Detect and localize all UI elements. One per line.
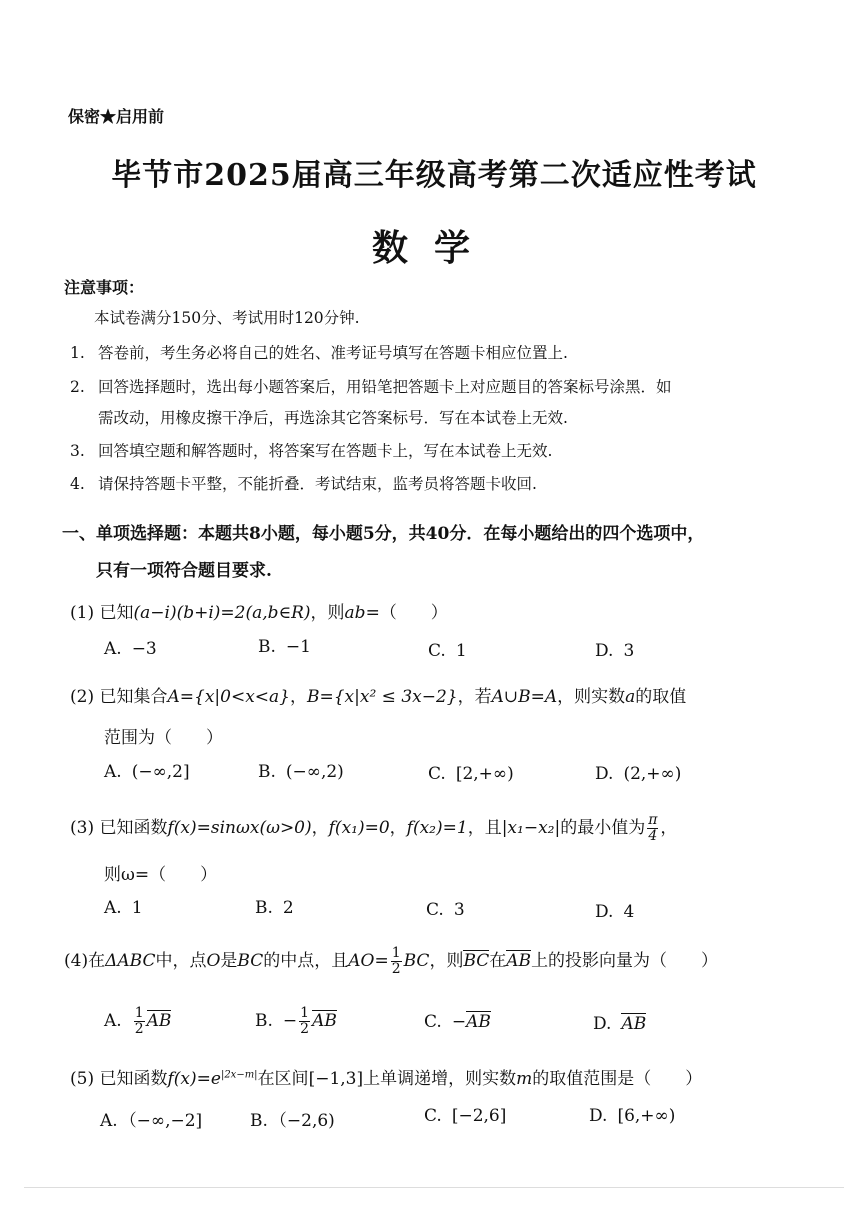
math-expression: f(x₁)=0 (328, 818, 390, 838)
q4-option-c: C. −AB (424, 1012, 491, 1032)
q4-option-a: A. $\frac{1}{2}$ AB (104, 1005, 172, 1037)
question-number: (3) (70, 818, 95, 838)
math-variable: a (625, 687, 636, 707)
fraction: $\frac{1}{2}$ (300, 1005, 310, 1037)
fraction: $\frac{1}{2}$ (391, 945, 401, 977)
section-1-subheading: 只有一项符合题目要求. (96, 561, 272, 581)
question-text: 已知函数 (99, 818, 168, 838)
subject-title: 数学 (371, 227, 496, 269)
question-text: 中，点 (155, 951, 207, 971)
confidential-mark: 保密★启用前 (68, 107, 165, 126)
question-text: 已知函数 (99, 1069, 168, 1089)
q1-option-a: A. −3 (104, 639, 157, 659)
question-number: (4) (64, 951, 89, 971)
question-text: 上的投影向量为（ ） (531, 951, 719, 971)
note-item-4 (70, 472, 537, 494)
math-expression: ΔABC (105, 951, 156, 971)
vector: AB (466, 1012, 491, 1032)
q2-option-d: D. (2,+∞) (595, 764, 682, 784)
question-text: 在区间 (257, 1069, 309, 1089)
math-exponent: |2x−m| (220, 1069, 258, 1081)
vector: AB (146, 1011, 172, 1031)
q3-option-c: C. 3 (426, 900, 465, 920)
math-variable: O (206, 951, 221, 971)
question-text: ，则 (310, 603, 345, 623)
q3-option-d: D. 4 (595, 902, 635, 922)
math-expression: ab= (344, 603, 380, 623)
math-expression: (a−i)(b+i)=2(a,b∈R) (133, 603, 311, 623)
question-5 (70, 1064, 702, 1089)
note-item-1 (70, 341, 568, 363)
vector: BC (463, 951, 490, 971)
question-text: 在 (88, 951, 106, 971)
note-num: 2. (70, 378, 85, 396)
q3-option-b: B. 2 (255, 898, 294, 918)
q5-option-d: D. [6,+∞) (589, 1106, 676, 1126)
math-expression: f(x)=sinωx(ω>0) (167, 818, 312, 838)
math-expression: A={x|0<x<a} (167, 687, 290, 707)
note-text: 回答填空题和解答题时，将答案写在答题卡上，写在本试卷上无效. (98, 442, 553, 460)
question-text: 的取值范围是（ ） (532, 1069, 703, 1089)
question-text: ，则 (429, 951, 464, 971)
q2-option-b: B. (−∞,2) (258, 762, 344, 782)
q5-option-c: C. [−2,6] (424, 1106, 507, 1126)
notes-heading: 注意事项： (64, 278, 145, 297)
question-text: 已知集合 (99, 687, 168, 707)
question-3 (70, 813, 677, 844)
fraction: $\frac{\pi}{4}$ (648, 812, 658, 844)
note-num: 4. (70, 475, 85, 493)
question-text: ， (660, 818, 678, 838)
question-1 (70, 598, 448, 623)
note-text: 回答选择题时，选出每小题答案后，用铅笔把答题卡上对应题目的答案标号涂黑．如 (98, 378, 672, 396)
notes-intro: 本试卷满分150分、考试用时120分钟. (94, 309, 360, 327)
q4-option-b: B. − $\frac{1}{2}$ AB (255, 1005, 337, 1037)
question-text: 是 (220, 951, 238, 971)
math-expression: f(x₂)=1 (406, 818, 468, 838)
question-4 (64, 946, 718, 977)
question-text: 的取值 (635, 687, 687, 707)
question-number: (5) (70, 1069, 95, 1089)
note-item-2 (70, 375, 672, 397)
page-bottom-divider (24, 1187, 844, 1188)
question-text: 在 (489, 951, 507, 971)
answer-blank: （ ） (379, 603, 448, 623)
question-3-cont: 则ω=（ ） (104, 865, 218, 885)
math-expression: |x₁−x₂| (501, 818, 561, 838)
q5-option-a: A. （−∞,−2] (100, 1111, 203, 1131)
question-text: 的最小值为 (560, 818, 646, 838)
question-text: ， (389, 818, 407, 838)
q5-option-b: B. （−2,6) (250, 1111, 335, 1131)
vector: AB (621, 1014, 647, 1034)
question-text: 上单调递增，则实数 (363, 1069, 517, 1089)
q1-option-d: D. 3 (595, 641, 635, 661)
note-item-2-cont: 需改动，用橡皮擦干净后，再选涂其它答案标号．写在本试卷上无效. (98, 409, 568, 427)
question-text: 已知 (99, 603, 134, 623)
exam-title: 毕节市2025届高三年级高考第二次适应性考试 (111, 158, 757, 193)
question-text: ，则实数 (557, 687, 626, 707)
question-number: (2) (70, 687, 95, 707)
note-text: 请保持答题卡平整，不能折叠．考试结束，监考员将答题卡收回. (98, 475, 537, 493)
math-expression: B={x|x² ≤ 3x−2} (307, 687, 458, 707)
question-text: ，且 (467, 818, 502, 838)
q2-option-a: A. (−∞,2] (104, 762, 190, 782)
question-text: ， (311, 818, 329, 838)
note-num: 3. (70, 442, 85, 460)
note-num: 1. (70, 344, 85, 362)
fraction: $\frac{1}{2}$ (134, 1005, 144, 1037)
math-expression: f(x)=e (167, 1069, 221, 1089)
vector: AB (312, 1011, 337, 1031)
vector: AB (506, 951, 532, 971)
math-expression: AO= (348, 951, 389, 971)
note-item-3 (70, 439, 552, 461)
math-variable: m (516, 1069, 533, 1089)
question-text: ， (290, 687, 307, 707)
question-text: ，若 (457, 687, 492, 707)
section-1-heading: 一、单项选择题：本题共8小题，每小题5分，共40分．在每小题给出的四个选项中， (62, 524, 705, 544)
question-2 (70, 682, 686, 707)
q3-option-a: A. 1 (104, 898, 143, 918)
math-expression: [−1,3] (308, 1069, 364, 1089)
question-number: (1) (70, 603, 95, 623)
note-text: 答卷前，考生务必将自己的姓名、准考证号填写在答题卡相应位置上. (98, 344, 568, 362)
q1-option-c: C. 1 (428, 641, 467, 661)
math-variable: BC (403, 951, 430, 971)
question-2-cont: 范围为（ ） (104, 728, 223, 748)
math-variable: BC (237, 951, 264, 971)
math-expression: A∪B=A (491, 687, 558, 707)
q1-option-b: B. −1 (258, 637, 311, 657)
question-text: 的中点，且 (263, 951, 349, 971)
q2-option-c: C. [2,+∞) (428, 764, 514, 784)
q4-option-d: D. AB (593, 1014, 647, 1034)
